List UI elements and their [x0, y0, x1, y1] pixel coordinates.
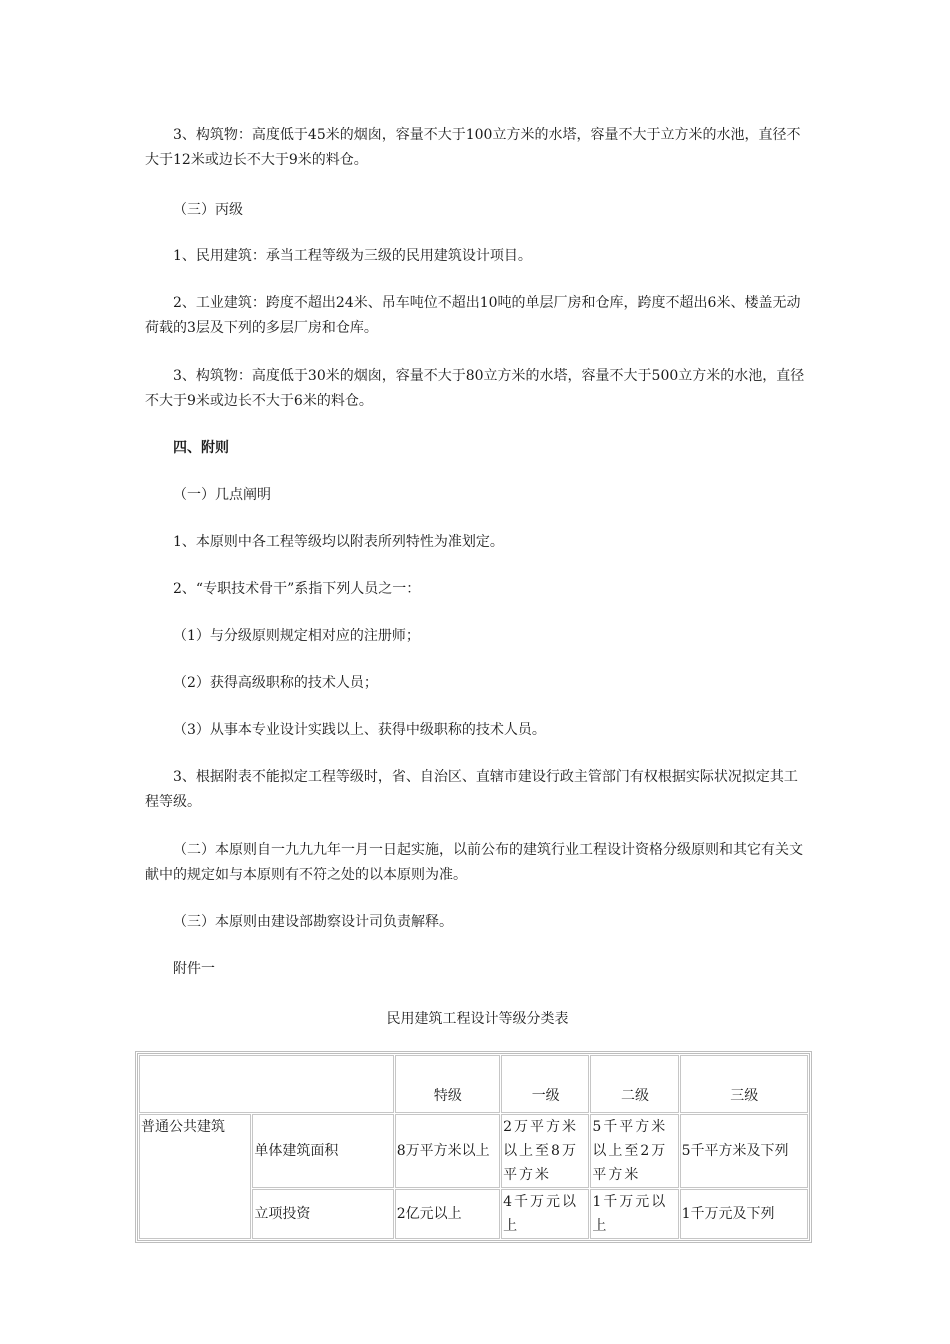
- paragraph-industrial-c: 2、工业建筑：跨度不超出24米、吊车吨位不超出10吨的单层厂房和仓库，跨度不超出6米、楼盖无动荷载的3层及下列的多层厂房和仓库。: [145, 295, 801, 336]
- header-grade-2: 二级: [590, 1055, 678, 1113]
- header-special-grade: 特级: [395, 1055, 500, 1113]
- row-label-floor-area: 单体建筑面积: [252, 1114, 393, 1188]
- header-grade-1: 一级: [501, 1055, 589, 1113]
- category-cell: 普通公共建筑: [139, 1114, 251, 1239]
- paragraph-interpretation: （三）本原则由建设部勘察设计司负责解释。: [173, 914, 453, 930]
- cell-invest-grade-1: 4千万元以上: [501, 1189, 589, 1239]
- list-item-1: （1）与分级原则规定相对应的注册师；: [173, 628, 420, 644]
- paragraph-note-2: 2、“专职技术骨干”系指下列人员之一：: [173, 581, 421, 597]
- cell-area-grade-1: 2万平方米以上至8万平方米: [501, 1114, 589, 1188]
- paragraph-civil-c: 1、民用建筑：承当工程等级为三级的民用建筑设计项目。: [173, 248, 532, 264]
- cell-invest-grade-2: 1千万元以上: [590, 1189, 678, 1239]
- cell-area-grade-2: 5千平方米以上至2万平方米: [590, 1114, 678, 1188]
- cell-area-special: 8万平方米以上: [395, 1114, 500, 1188]
- row-label-investment: 立项投资: [252, 1189, 393, 1239]
- cell-area-grade-3: 5千平方米及下列: [680, 1114, 808, 1188]
- section-heading-grade-c: （三）丙级: [173, 202, 243, 218]
- paragraph-structures-c: 3、构筑物：高度低于30米的烟囱，容量不大于80立方米的水塔，容量不大于500立方米的水池，直径不大于9米或边长不大于6米的料仓。: [145, 368, 805, 409]
- paragraph-structures-b: 3、构筑物：高度低于45米的烟囱，容量不大于100立方米的水塔，容量不大于立方米的水池，直径不大于12米或边长不大于9米的料仓。: [145, 127, 801, 168]
- chapter-heading-appendix: 四、附则: [173, 440, 229, 456]
- grade-classification-table: [135, 1051, 812, 1243]
- cell-invest-grade-3: 1千万元及下列: [680, 1189, 808, 1239]
- header-grade-3: 三级: [680, 1055, 808, 1113]
- cell-invest-special: 2亿元以上: [395, 1189, 500, 1239]
- list-item-3: （3）从事本专业设计实践以上、获得中级职称的技术人员。: [173, 722, 546, 738]
- list-item-2: （2）获得高级职称的技术人员；: [173, 675, 378, 691]
- section-heading-notes: （一）几点阐明: [173, 487, 271, 503]
- paragraph-note-1: 1、本原则中各工程等级均以附表所列特性为准划定。: [173, 534, 504, 550]
- header-empty-cell: [139, 1055, 394, 1113]
- appendix-label: 附件一: [173, 961, 215, 977]
- paragraph-effective-date: （二）本原则自一九九九年一月一日起实施，以前公布的建筑行业工程设计资格分级原则和其它有关文献中的规定如与本原则有不符之处的以本原则为准。: [145, 842, 803, 883]
- table-header-row: [139, 1055, 808, 1113]
- table-row: [139, 1114, 808, 1188]
- table-caption: 民用建筑工程设计等级分类表: [386, 1011, 569, 1027]
- paragraph-note-3: 3、根据附表不能拟定工程等级时，省、自治区、直辖市建设行政主管部门有权根据实际状况拟定其工程等级。: [145, 769, 798, 810]
